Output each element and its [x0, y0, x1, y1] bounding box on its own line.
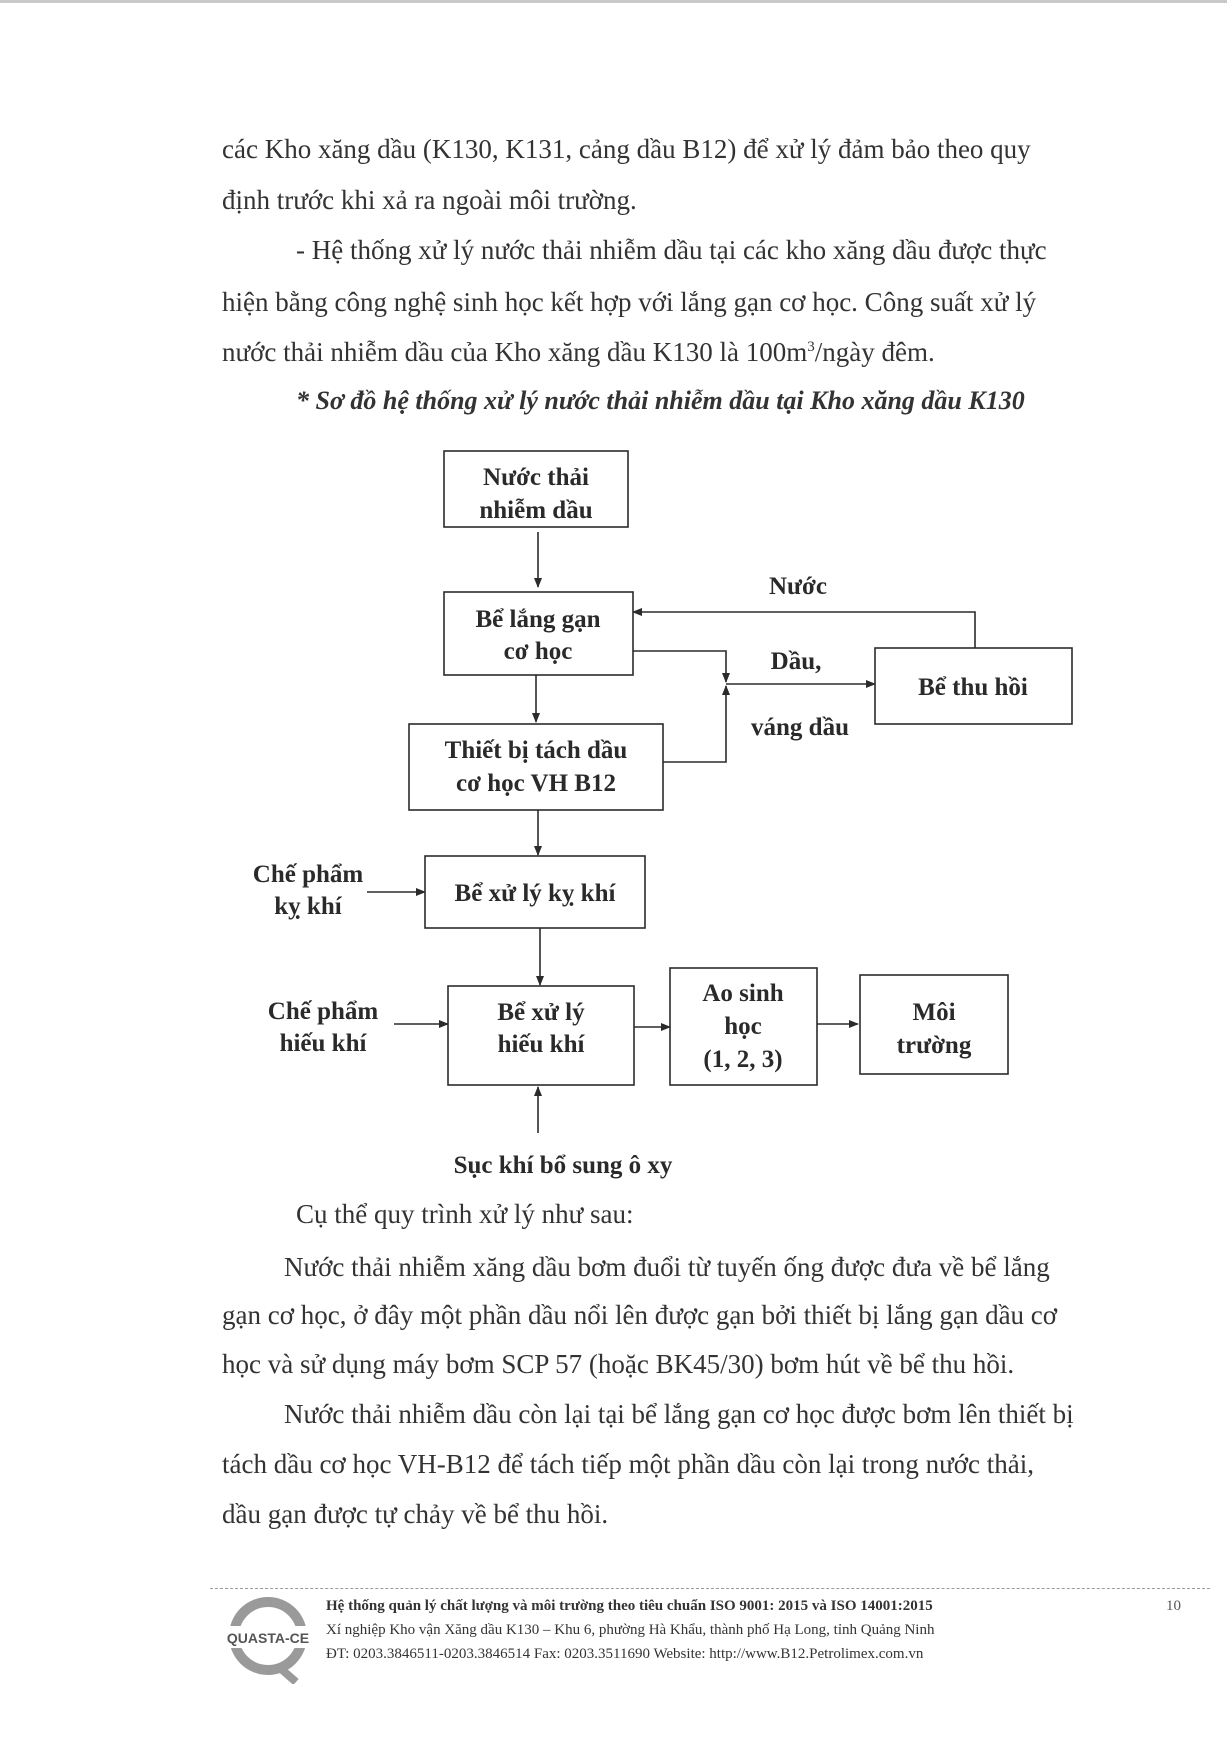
quasta-logo	[222, 1588, 314, 1684]
page-number: 10	[1166, 1598, 1181, 1614]
body-line: Nước thải nhiễm xăng dầu bơm đuổi từ tuyến ống được đưa về bể lắng	[284, 1252, 1050, 1282]
arrow-recovery-water-return	[633, 612, 975, 648]
box-pond-line1: Ao sinh	[702, 980, 784, 1007]
superscript: 3	[807, 339, 815, 355]
body-line: định trước khi xả ra ngoài môi trường.	[222, 185, 637, 215]
box-aerobic-line1: Bể xử lý	[497, 999, 585, 1026]
body-line: Nước thải nhiễm dầu còn lại tại bể lắng gạn cơ học được bơm lên thiết bị	[284, 1399, 1074, 1429]
body-line: các Kho xăng dầu (K130, K131, cảng dầu B12) để xử lý đảm bảo theo quy	[222, 134, 1031, 164]
body-line: dầu gạn được tự chảy về bể thu hồi.	[222, 1499, 609, 1529]
footer-line-3: ĐT: 0203.3846511-0203.3846514 Fax: 0203.3511690 Website: http://www.B12.Petrolimex.com.vn	[326, 1646, 924, 1662]
box-pond-line3: (1, 2, 3)	[703, 1046, 783, 1073]
box-anaerobic-label: Bể xử lý kỵ khí	[454, 880, 616, 907]
box-settling-line1: Bể lắng gạn	[475, 606, 601, 633]
box-input-line1: Nước thải	[483, 464, 589, 491]
logo-text: QUASTA-CE	[226, 1630, 310, 1646]
body-text: nước thải nhiễm dầu của Kho xăng dầu K130 là 100m	[222, 337, 808, 367]
box-settling-line2: cơ học	[503, 638, 573, 665]
label-anaerobic-agent-line1: Chế phẩm	[252, 861, 364, 888]
box-recovery-label: Bể thu hồi	[918, 674, 1028, 701]
label-anaerobic-agent-line2: kỵ khí	[274, 893, 342, 920]
box-env-line1: Môi	[912, 999, 956, 1026]
footer-line-1: Hệ thống quản lý chất lượng và môi trường theo tiêu chuẩn ISO 9001: 2015 và ISO 14001:2015	[326, 1598, 933, 1614]
label-water: Nước	[769, 573, 827, 600]
label-oil-line1: Dầu,	[770, 648, 822, 675]
box-input-line2: nhiễm dầu	[479, 497, 593, 524]
box-pond-line2: học	[724, 1013, 762, 1040]
box-separator-line2: cơ học VH B12	[456, 770, 616, 797]
body-line: tách dầu cơ học VH-B12 để tách tiếp một phần dầu còn lại trong nước thải,	[222, 1449, 1034, 1479]
footer-line-2: Xí nghiệp Kho vận Xăng dầu K130 – Khu 6, phường Hà Khẩu, thành phố Hạ Long, tỉnh Quảng Ninh	[326, 1622, 935, 1638]
body-line: học và sử dụng máy bơm SCP 57 (hoặc BK45/30) bơm hút về bể thu hồi.	[222, 1349, 1015, 1379]
diagram-caption: * Sơ đồ hệ thống xử lý nước thải nhiễm dầu tại Kho xăng dầu K130	[296, 386, 1025, 415]
box-aerobic-line2: hiếu khí	[497, 1031, 585, 1058]
body-line: - Hệ thống xử lý nước thải nhiễm dầu tại các kho xăng dầu được thực	[296, 235, 1047, 265]
label-aeration: Sục khí bổ sung ô xy	[453, 1152, 673, 1179]
footer-divider	[210, 1588, 1210, 1589]
body-text: /ngày đêm.	[814, 337, 935, 367]
body-line: gạn cơ học, ở đây một phần dầu nổi lên được gạn bởi thiết bị lắng gạn dầu cơ	[222, 1300, 1058, 1330]
connector-separator-oil	[663, 686, 726, 762]
label-aerobic-agent-line2: hiếu khí	[279, 1030, 367, 1057]
body-line: hiện bằng công nghệ sinh học kết hợp với lắng gạn cơ học. Công suất xử lý	[222, 287, 1037, 317]
label-aerobic-agent-line1: Chế phẩm	[267, 998, 379, 1025]
box-env-line2: trường	[896, 1032, 972, 1059]
connector-settling-oil	[633, 651, 726, 682]
box-separator-line1: Thiết bị tách dầu	[444, 737, 628, 764]
body-line: Cụ thể quy trình xử lý như sau:	[296, 1199, 634, 1229]
label-oil-line2: váng dầu	[751, 714, 849, 741]
